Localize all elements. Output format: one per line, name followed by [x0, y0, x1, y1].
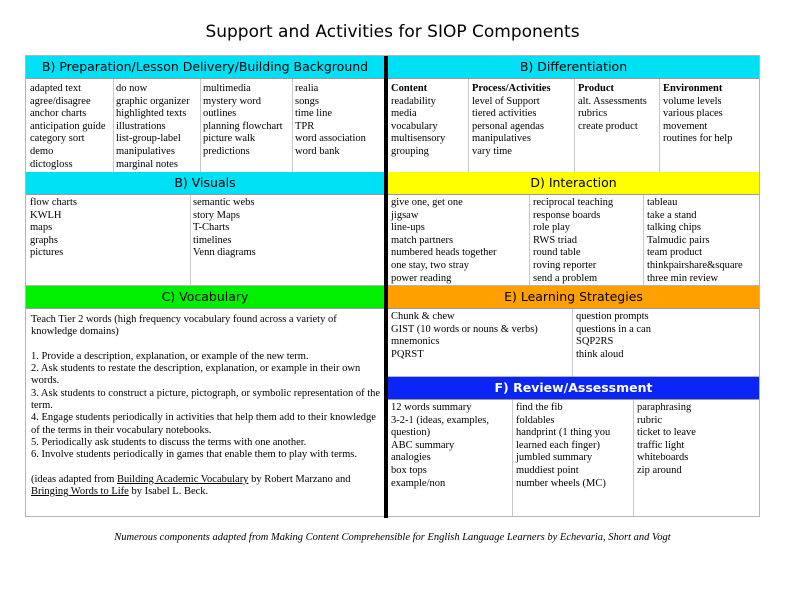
list-item: tiered activities — [472, 108, 537, 120]
differentiation-col-head: Content — [391, 83, 428, 94]
list-item: analogies — [391, 452, 431, 464]
list-item: muddiest point — [516, 464, 579, 476]
page-title: Support and Activities for SIOP Components — [205, 22, 580, 42]
list-item: time line — [295, 108, 333, 120]
visuals-panel — [26, 172, 384, 286]
list-item: 12 words summary — [391, 402, 472, 413]
list-item: graphic organizer — [116, 95, 190, 107]
list-item: role play — [533, 222, 571, 234]
list-item: SQP2RS — [576, 336, 614, 348]
list-item: one stay, two stray — [391, 259, 470, 271]
list-item: alt. Assessments — [578, 95, 647, 107]
vocabulary-text — [31, 314, 381, 498]
list-item: timelines — [193, 234, 232, 246]
vocabulary-header: C) Vocabulary — [26, 286, 384, 309]
list-item: word association — [295, 133, 366, 145]
list-item: tableau — [647, 197, 678, 208]
list-item: three min review — [647, 272, 719, 284]
column-divider — [643, 195, 644, 285]
footer-note: Numerous components adapted from Making Content Comprehensible for English Language Learners by Echevaria, Short and Vogt — [114, 532, 671, 543]
list-item: find the fib — [516, 402, 563, 413]
list-item: rubric — [637, 414, 663, 426]
list-item: manipulatives — [472, 133, 531, 145]
list-item: talking chips — [647, 222, 701, 234]
vocabulary-intro: Teach Tier 2 words (high frequency vocabulary found across a variety of knowledge domains) — [31, 314, 337, 338]
list-item: roving reporter — [533, 259, 597, 271]
list-item: vary time — [472, 145, 512, 157]
list-item: line-ups — [391, 222, 425, 234]
list-item: multimedia — [203, 83, 251, 94]
interaction-col-2 — [533, 197, 613, 285]
differentiation-header: B) Differentiation — [388, 56, 759, 79]
interaction-col-1 — [391, 197, 497, 285]
list-item: ABC summary — [391, 439, 455, 451]
list-item: round table — [533, 247, 581, 259]
list-item: story Maps — [193, 209, 240, 221]
learning-strategies-header: E) Learning Strategies — [388, 286, 759, 309]
list-item: question prompts — [576, 311, 649, 322]
differentiation-col-head: Process/Activities — [472, 83, 551, 94]
list-item: agree/disagree — [30, 95, 91, 107]
list-item: grouping — [391, 145, 429, 157]
list-item: marginal notes — [116, 158, 178, 170]
list-item: T-Charts — [193, 222, 230, 234]
column-divider — [574, 79, 575, 175]
list-item: 3-2-1 (ideas, examples, — [391, 414, 489, 426]
strategies-col-1 — [391, 311, 538, 361]
list-item: response boards — [533, 209, 601, 221]
column-divider — [529, 195, 530, 285]
interaction-panel — [388, 172, 759, 286]
list-item: question) — [391, 427, 431, 439]
list-item: realia — [295, 83, 319, 94]
differentiation-panel — [388, 56, 759, 176]
list-item: media — [391, 108, 417, 120]
column-divider — [292, 79, 293, 175]
list-item: GIST (10 words or nouns & verbs) — [391, 323, 538, 335]
vocabulary-credit: (ideas adapted from Building Academic Vocabulary by Robert Marzano and Bringing Words to Life by Isabel L. Beck. — [31, 473, 351, 498]
list-item: routines for help — [663, 133, 733, 145]
list-item: RWS triad — [533, 234, 578, 246]
list-item: zip around — [637, 464, 682, 476]
list-item: 4. Engage students periodically in activities that help them add to their knowledge of the terms in their vocabulary notebooks. — [31, 412, 376, 436]
list-item: level of Support — [472, 95, 540, 107]
preparation-col-3 — [203, 83, 283, 159]
list-item: dictogloss — [30, 158, 73, 170]
list-item: team product — [647, 247, 703, 259]
list-item: TPR — [295, 120, 315, 132]
list-item: example/non — [391, 477, 446, 489]
list-item: Chunk & chew — [391, 311, 455, 322]
list-item: picture walk — [203, 133, 256, 145]
review-col-2 — [516, 402, 610, 490]
list-item: PQRST — [391, 348, 424, 360]
list-item: take a stand — [647, 209, 697, 221]
list-item: handprint (1 thing you — [516, 427, 611, 439]
list-item: learned each finger) — [516, 439, 600, 451]
strategies-col-2 — [576, 311, 651, 361]
interaction-col-3 — [647, 197, 743, 285]
list-item: demo — [30, 145, 54, 157]
list-item: KWLH — [30, 209, 62, 221]
differentiation-col-product — [578, 83, 647, 133]
preparation-panel — [26, 56, 384, 176]
list-item: power reading — [391, 272, 452, 284]
preparation-header: B) Preparation/Lesson Delivery/Building Background — [26, 56, 384, 79]
list-item: jigsaw — [391, 209, 419, 221]
list-item: thinkpairshare&square — [647, 259, 743, 271]
list-item: 6. Involve students periodically in games that enable them to play with terms. — [31, 449, 358, 461]
list-item: ticket to leave — [637, 427, 696, 439]
list-item: mystery word — [203, 95, 262, 107]
review-col-3 — [637, 402, 696, 478]
list-item: rubrics — [578, 108, 608, 120]
list-item: numbered heads together — [391, 247, 497, 259]
list-item: number wheels (MC) — [516, 477, 606, 489]
siop-grid — [25, 55, 760, 517]
differentiation-col-content — [391, 83, 445, 159]
list-item: adapted text — [30, 83, 82, 94]
list-item: personal agendas — [472, 120, 545, 132]
column-divider — [190, 195, 191, 285]
list-item: match partners — [391, 234, 454, 246]
list-item: pictures — [30, 247, 64, 259]
preparation-col-4 — [295, 83, 366, 159]
list-item: planning flowchart — [203, 120, 283, 132]
list-item: give one, get one — [391, 197, 463, 208]
column-divider — [113, 79, 114, 175]
list-item: send a problem — [533, 272, 598, 284]
list-item: foldables — [516, 414, 555, 426]
review-assessment-panel — [388, 377, 759, 516]
list-item: anticipation guide — [30, 120, 106, 132]
list-item: volume levels — [663, 95, 722, 107]
list-item: outlines — [203, 108, 237, 120]
list-item: mnemonics — [391, 336, 440, 348]
list-item: category sort — [30, 133, 85, 145]
visuals-header: B) Visuals — [26, 172, 384, 195]
list-item: word bank — [295, 145, 340, 157]
list-item: list-group-label — [116, 133, 181, 145]
list-item: various places — [663, 108, 723, 120]
differentiation-col-process — [472, 83, 551, 159]
list-item: illustrations — [116, 120, 166, 132]
list-item: vocabulary — [391, 120, 438, 132]
column-divider — [659, 79, 660, 175]
interaction-header: D) Interaction — [388, 172, 759, 195]
learning-strategies-panel — [388, 286, 759, 377]
list-item: readability — [391, 95, 436, 107]
column-divider — [512, 400, 513, 516]
list-item: Venn diagrams — [193, 247, 256, 259]
list-item: reciprocal teaching — [533, 197, 614, 208]
list-item: 3. Ask students to construct a picture, pictograph, or symbolic representation of the term. — [31, 387, 381, 412]
list-item: do now — [116, 83, 148, 94]
visuals-col-2 — [193, 197, 256, 260]
list-item: 5. Periodically ask students to discuss the terms with one another. — [31, 436, 307, 448]
differentiation-col-head: Environment — [663, 83, 723, 94]
list-item: paraphrasing — [637, 402, 692, 413]
book-title-link: Bringing Words to Life — [31, 486, 129, 498]
list-item: think aloud — [576, 348, 624, 360]
list-item: manipulatives — [116, 145, 175, 157]
book-title-link: Building Academic Vocabulary — [117, 473, 249, 485]
review-col-1 — [391, 402, 489, 490]
column-divider — [200, 79, 201, 175]
list-item: multisensory — [391, 133, 446, 145]
list-item: jumbled summary — [516, 452, 593, 464]
list-item: semantic webs — [193, 197, 255, 208]
list-item: highlighted texts — [116, 108, 187, 120]
list-item: traffic light — [637, 439, 685, 451]
list-item: questions in a can — [576, 323, 651, 335]
column-divider — [572, 309, 573, 376]
preparation-col-2 — [116, 83, 190, 171]
list-item: predictions — [203, 145, 250, 157]
list-item: 2. Ask students to restate the description, explanation, or example in their own words. — [31, 363, 361, 387]
vocabulary-steps — [31, 351, 381, 462]
review-assessment-header: F) Review/Assessment — [388, 377, 759, 400]
list-item: graphs — [30, 234, 58, 246]
center-divider — [384, 56, 388, 518]
differentiation-col-head: Product — [578, 83, 614, 94]
list-item: songs — [295, 95, 319, 107]
list-item: Talmudic pairs — [647, 234, 710, 246]
list-item: box tops — [391, 464, 427, 476]
column-divider — [633, 400, 634, 516]
list-item: flow charts — [30, 197, 77, 208]
differentiation-col-environment — [663, 83, 732, 146]
list-item: 1. Provide a description, explanation, or example of the new term. — [31, 350, 309, 362]
list-item: create product — [578, 120, 638, 132]
vocabulary-panel — [26, 286, 384, 516]
list-item: maps — [30, 222, 53, 234]
visuals-col-1 — [30, 197, 77, 260]
list-item: whiteboards — [637, 452, 689, 464]
list-item: movement — [663, 120, 708, 132]
preparation-col-1 — [30, 83, 106, 171]
list-item: anchor charts — [30, 108, 87, 120]
column-divider — [468, 79, 469, 175]
